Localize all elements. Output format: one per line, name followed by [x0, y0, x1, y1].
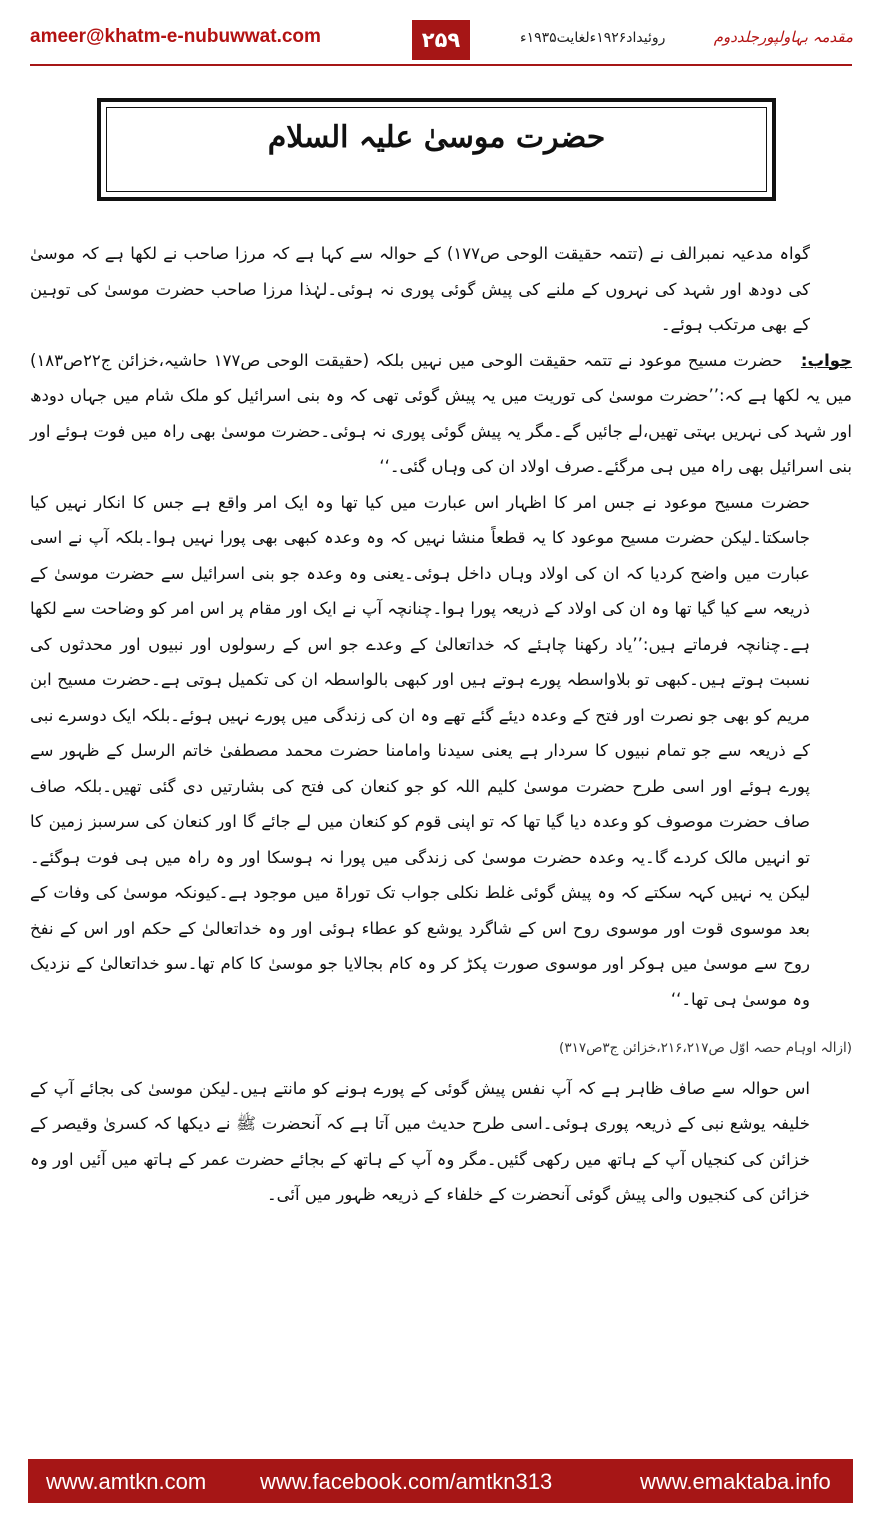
answer-label: جواب:: [800, 350, 852, 370]
header-book-title: مقدمہ بہاولپورجلددوم: [713, 28, 853, 46]
footer-link-amtkn[interactable]: www.amtkn.com: [46, 1469, 207, 1494]
page-title: حضرت موسیٰ علیہ السلام: [267, 120, 606, 155]
header-email[interactable]: ameer@khatm-e-nubuwwat.com: [30, 26, 321, 47]
paragraph-conclusion: اس حوالہ سے صاف ظاہر ہے کہ آپ نفس پیش گوئی کے پورے ہونے کو مانتے ہیں۔لیکن موسیٰ کی بجائے آپ کے خلیفہ یوشع نبی کے ذریعہ پوری ہوئی۔اسی طرح حدیث میں آتا ہے کہ آنحضرت ﷺ نے دیکھا کہ کسریٰ وقیصر کے خزائن کی کنجیاں آپ کے ہاتھ میں رکھی گئیں۔مگر وہ آپ کے ہاتھ کے بجائے حضرت عمر کے ہاتھ میں آئیں اور وہ خزائن کی کنجیوں والی پیش گوئی آنحضرت کے خلفاء کے ذریعہ ظہور میں آئی۔: [30, 1078, 810, 1204]
footer-link-emaktaba[interactable]: www.emaktaba.info: [640, 1469, 831, 1494]
body-text: [30, 236, 852, 1213]
footer-bar: [28, 1459, 853, 1503]
paragraph-answer: [30, 343, 852, 485]
paragraph-claim: گواہ مدعیہ نمبرالف نے (تتمہ حقیقت الوحی ص۱۷۷) کے حوالہ سے کہا ہے کہ مرزا صاحب نے لکھا ہے کہ موسیٰ کی دودھ اور شہد کی نہروں کے ملنے کی پیش گوئی پوری نہ ہوئی۔لہٰذا مرزا صاحب حضرت موسیٰ کی توہین کے بھی مرتکب ہوئے۔: [30, 244, 810, 334]
answer-text: حضرت مسیح موعود نے تتمہ حقیقت الوحی میں نہیں بلکہ (حقیقت الوحی ص۱۷۷ حاشیہ،خزائن ج۲۲ص۱۸۳) میں یہ لکھا ہے کہ:’’حضرت موسیٰ کی توریت میں یہ پیش گوئی تھی کہ وہ بنی اسرائیل کو ملک شام میں جہاں دودھ اور شہد کی نہریں بہتی تھیں،لے جائیں گے۔مگر یہ پیش گوئی پوری نہ ہوئی۔حضرت موسیٰ بھی راہ میں فوت ہوئے اور بنی اسرائیل بھی راہ میں ہی مرگئے۔صرف اولاد ان کی وہاں گئی۔‘‘: [30, 350, 852, 476]
reference-citation: (ازالہ اوہام حصہ اوّل ص۲۱۶،۲۱۷،خزائن ج۳ص۳۱۷): [559, 1040, 852, 1056]
footer-link-facebook[interactable]: www.facebook.com/amtkn313: [260, 1469, 553, 1494]
page-header: [0, 0, 881, 70]
header-divider: [30, 64, 852, 66]
page-number-badge: ۲۵۹: [412, 20, 470, 60]
paragraph-explanation: حضرت مسیح موعود نے جس امر کا اظہار اس عبارت میں کیا تھا وہ ایک امر واقع ہے جس کا انکار نہیں کیا جاسکتا۔لیکن حضرت مسیح موعود کا یہ قطعاً منشا نہیں کہ وہ وعدہ کبھی بھی پورا نہیں ہوا۔بلکہ آپ نے اسی عبارت میں واضح کردیا کہ ان کی اولاد وہاں داخل ہوئی۔یعنی وہ وعدہ جو بنی اسرائیل سے حضرت موسیٰ کے ذریعہ سے کیا گیا تھا وہ ان کی اولاد کے ذریعہ پورا ہوا۔چنانچہ آپ نے ایک اور مقام پر اس امر کو وضاحت سے لکھا ہے۔چنانچہ فرماتے ہیں:’’یاد رکھنا چاہئے کہ خداتعالیٰ کے وعدے جو اس کے رسولوں اور نبیوں اور محدثوں کی نسبت ہوتے ہیں۔کبھی تو بلاواسطہ پورے ہوتے ہیں اور کبھی بالواسطہ ان کی تکمیل ہوتی ہے۔حضرت مسیح ابن مریم کو بھی جو نصرت اور فتح کے وعدہ دیئے گئے تھے وہ ان کی زندگی میں پورے نہیں ہوئے۔بلکہ ایک دوسرے نبی کے ذریعہ سے جو تمام نبیوں کا سردار ہے یعنی سیدنا وامامنا حضرت محمد مصطفیٰ خاتم الرسل کے ظہور سے پورے ہوئے اور اسی طرح حضرت موسیٰ کلیم اللہ کو جو کنعان کی فتح کی بشارتیں دی گئی تھیں۔بلکہ صاف صاف حضرت موصوف کو وعدہ دیا گیا تھا کہ تو اپنی قوم کو کنعان میں لے جائے گا اور کنعان کی سرسبز زمین کا تو انہیں مالک کردے گا۔یہ وعدہ حضرت موسیٰ کی زندگی میں پورا نہ ہوسکا اور وہ راہ میں ہی فوت ہوگئے۔لیکن یہ نہیں کہہ سکتے کہ وہ پیش گوئی غلط نکلی جواب تک توراۃ میں موجود ہے۔کیونکہ موسیٰ کی وفات کے بعد موسوی قوت اور موسوی روح اس کے شاگرد یوشع کو عطاء ہوئی اور وہ خداتعالیٰ کے حکم اور اس کے نفخ روح سے موسیٰ میں ہوکر اور موسوی صورت پکڑ کر وہ کام بجالایا جو موسیٰ کا کام تھا۔سو خداتعالیٰ کے نزدیک وہ موسیٰ ہی تھا۔‘‘: [30, 492, 810, 1009]
title-frame: [97, 98, 776, 201]
header-report-range: روئیداد۱۹۲۶ءلغایت۱۹۳۵ء: [520, 30, 666, 46]
